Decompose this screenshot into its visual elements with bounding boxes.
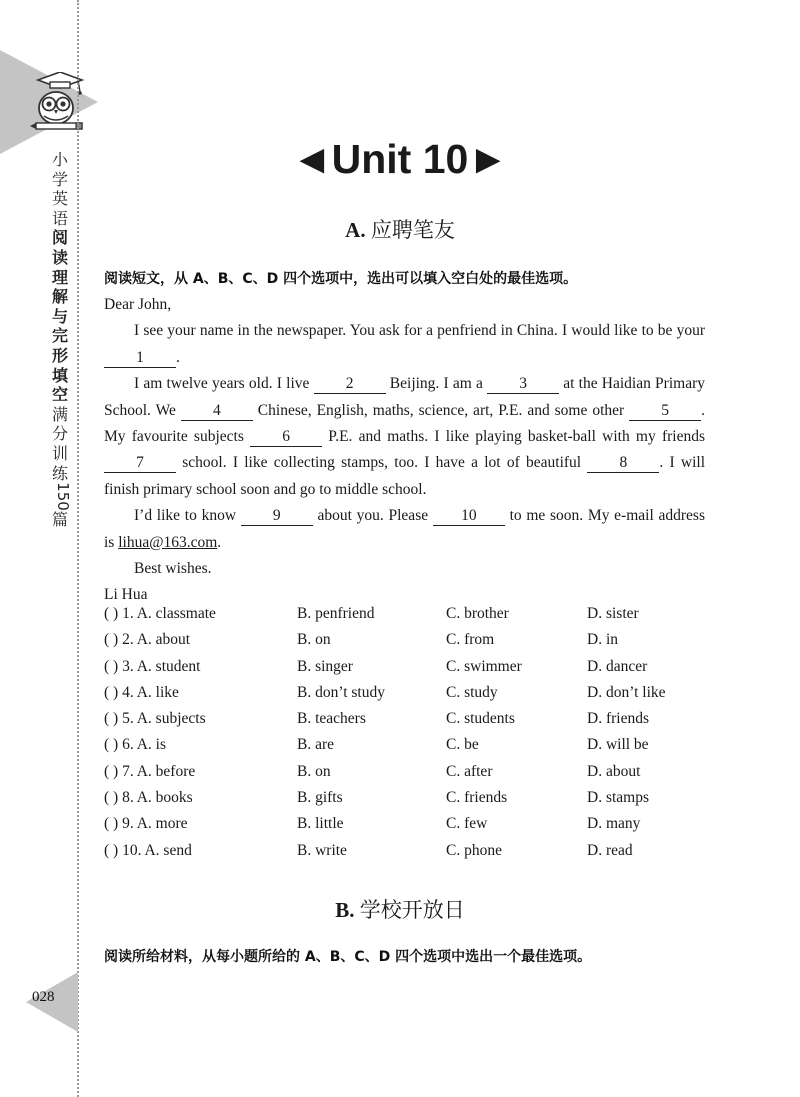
question-option-d: D. many (587, 815, 641, 833)
text-run: Chinese, English, maths, science, art, P.E. and some other (252, 401, 630, 419)
section-b-heading (0, 894, 800, 924)
question-row (104, 631, 704, 657)
question-option-d: D. read (587, 841, 633, 859)
question-option-a: ( ) 1. A. classmate (104, 605, 216, 622)
blank-10: 10 (433, 506, 505, 526)
question-option-b: B. gifts (297, 789, 343, 807)
question-option-d: D. about (587, 762, 641, 780)
question-options (104, 605, 704, 868)
question-row (104, 763, 704, 789)
section-b-title: 学校开放日 (359, 898, 465, 922)
question-option-b: B. write (297, 841, 347, 859)
question-row (104, 658, 704, 684)
text-run: . My favourite subjects (104, 401, 706, 446)
question-option-d: D. dancer (587, 657, 648, 675)
email-address: lihua@163.com (118, 533, 218, 551)
unit-title: Unit 10 (331, 136, 469, 182)
section-b-letter: B. (335, 898, 355, 922)
question-row (104, 710, 704, 736)
question-option-a: ( ) 6. A. is (104, 736, 166, 754)
question-option-c: C. friends (446, 789, 508, 807)
page-number: 028 (32, 989, 55, 1005)
question-option-d: D. will be (587, 736, 649, 754)
question-row (104, 789, 704, 815)
text-run: . (176, 348, 180, 366)
text-run: at the Haidian Primary School. We (104, 375, 705, 419)
blank-5: 5 (629, 401, 701, 421)
left-triangle-icon: ◀ (300, 143, 324, 176)
question-option-c: C. students (446, 710, 515, 728)
question-option-a: ( ) 4. A. like (104, 683, 179, 701)
question-option-d: D. stamps (587, 789, 649, 807)
spine-title-bold: 阅读理解与完形填空 (51, 228, 68, 405)
section-a-heading (0, 214, 800, 244)
paragraph-3 (104, 503, 705, 556)
question-option-b: B. on (297, 762, 331, 780)
blank-3: 3 (487, 374, 559, 394)
question-option-b: B. are (297, 736, 335, 754)
book-spine-title (48, 150, 72, 530)
text-run: I am twelve years old. I live (134, 375, 314, 393)
section-a-letter: A. (345, 218, 366, 242)
question-option-b: B. teachers (297, 710, 366, 728)
question-option-a: ( ) 2. A. about (104, 631, 191, 649)
spine-title-rest: 满分训练 (51, 404, 68, 483)
text-run: about you. Please (312, 507, 433, 525)
blank-7: 7 (104, 453, 176, 473)
question-row (104, 842, 704, 868)
section-a-instruction: 阅读短文，从 A、B、C、D 四个选项中，选出可以填入空白处的最佳选项。 (104, 271, 578, 287)
question-option-a: ( ) 7. A. before (104, 762, 196, 780)
question-option-c: C. after (446, 762, 493, 780)
text-run: school. I like collecting stamps, too. I have a lot of beautiful (176, 454, 588, 472)
question-row (104, 815, 704, 841)
question-option-b: B. singer (297, 657, 353, 675)
unit-heading (0, 136, 800, 183)
question-option-b: B. little (297, 815, 344, 833)
question-option-a: ( ) 10. A. send (104, 841, 192, 859)
section-b-instruction: 阅读所给材料，从每小题所给的 A、B、C、D 四个选项中选出一个最佳选项。 (104, 949, 592, 965)
letter-greeting: Dear John, (104, 296, 172, 313)
question-option-a: ( ) 5. A. subjects (104, 710, 206, 728)
right-triangle-icon: ▶ (476, 143, 500, 176)
spine-title-number: 150 (53, 482, 72, 511)
spine-title-regular: 小学英语 (51, 150, 68, 228)
question-option-c: C. be (446, 736, 479, 754)
blank-1: 1 (104, 348, 176, 368)
question-option-c: C. study (446, 683, 498, 701)
question-row (104, 736, 704, 762)
blank-4: 4 (181, 401, 253, 421)
blank-8: 8 (587, 453, 659, 473)
text-run: P.E. and maths. I like playing basket-ball with my friends (322, 428, 705, 446)
text-run: I see your name in the newspaper. You ask for a penfriend in China. I would like to be your (134, 322, 705, 340)
text-run: Beijing. I am a (385, 375, 488, 393)
question-option-a: ( ) 8. A. books (104, 789, 193, 807)
question-row (104, 684, 704, 710)
paragraph-2 (104, 371, 705, 503)
blank-6: 6 (250, 427, 322, 447)
blank-9: 9 (241, 506, 313, 526)
paragraph-1 (104, 318, 705, 371)
question-option-d: D. sister (587, 605, 639, 622)
question-option-c: C. from (446, 631, 495, 649)
text-run: to me soon. My e-mail address is (104, 507, 705, 551)
question-option-a: ( ) 9. A. more (104, 815, 188, 833)
question-option-c: C. brother (446, 605, 509, 622)
question-option-d: D. friends (587, 710, 649, 728)
question-option-b: B. don’t study (297, 683, 385, 701)
section-a-title: 应聘笔友 (370, 218, 455, 242)
text-run: I’d like to know (134, 507, 241, 525)
question-option-b: B. on (297, 631, 331, 649)
question-option-c: C. phone (446, 841, 502, 859)
question-option-d: D. don’t like (587, 683, 666, 701)
question-option-c: C. swimmer (446, 657, 522, 675)
question-option-b: B. penfriend (297, 605, 375, 622)
blank-2: 2 (314, 374, 386, 394)
letter-passage (104, 292, 705, 609)
letter-signature: Li Hua (104, 586, 148, 604)
question-row (104, 605, 704, 631)
question-option-a: ( ) 3. A. student (104, 657, 201, 675)
letter-closing: Best wishes. (134, 560, 212, 578)
question-option-d: D. in (587, 631, 618, 649)
text-run: . (217, 533, 222, 551)
text-run: . I will finish primary school soon and go to middle school. (104, 454, 706, 498)
question-option-c: C. few (446, 815, 488, 833)
spine-title-end: 篇 (51, 510, 68, 530)
